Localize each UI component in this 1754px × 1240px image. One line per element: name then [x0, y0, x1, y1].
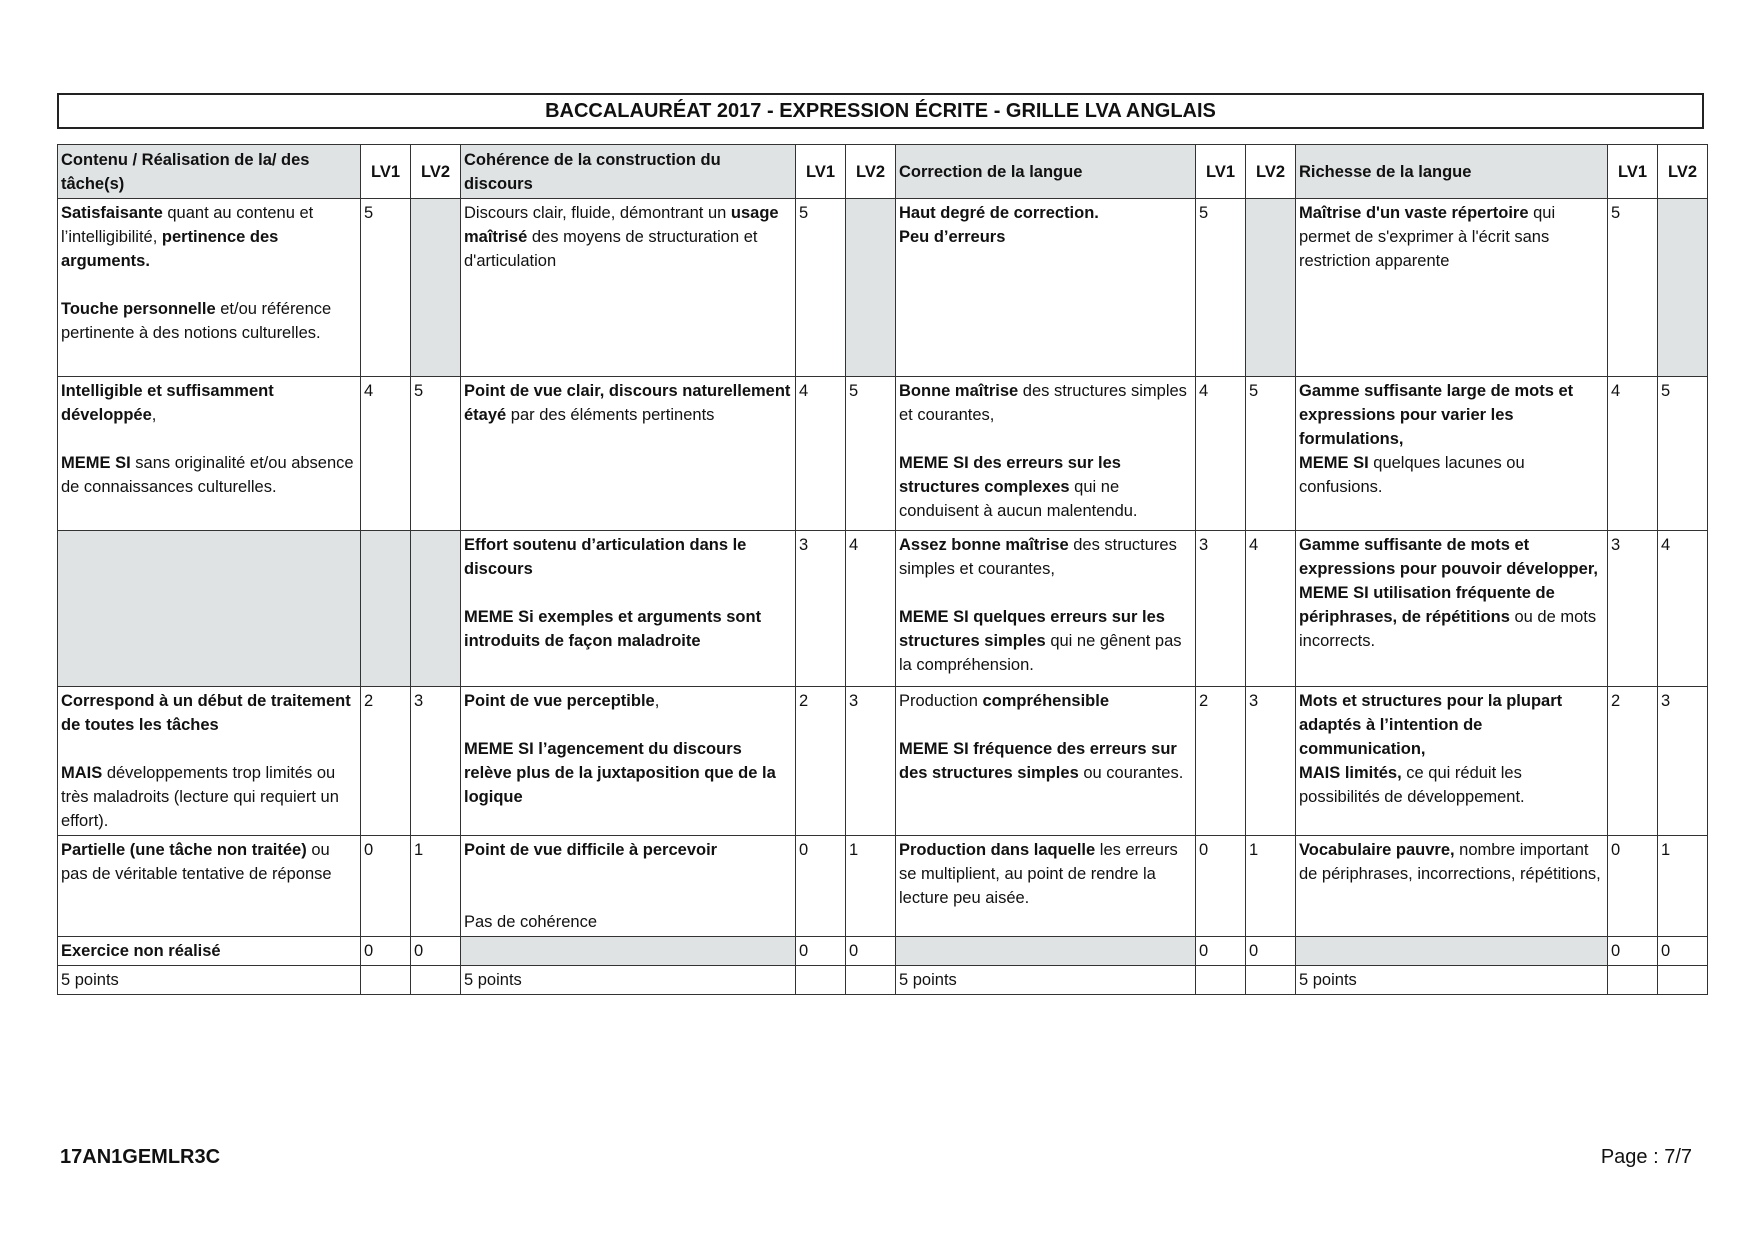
score-lv1: 5 [1608, 199, 1658, 377]
total-correction: 5 points [896, 966, 1196, 995]
score-lv1: 4 [1608, 377, 1658, 531]
score-lv2: 4 [1246, 531, 1296, 687]
total-coherence: 5 points [461, 966, 796, 995]
empty-cell [1296, 937, 1608, 966]
header-lv2: LV2 [411, 145, 461, 199]
table-row [58, 937, 1708, 966]
score-lv1: 4 [796, 377, 846, 531]
score-lv1: 0 [1196, 836, 1246, 937]
score-lv2 [1658, 199, 1708, 377]
score-lv2: 1 [1246, 836, 1296, 937]
score-lv2: 0 [846, 937, 896, 966]
empty-cell [796, 966, 846, 995]
criterion-cell: Vocabulaire pauvre, nombre important de périphrases, incorrections, répétitions, [1296, 836, 1608, 937]
score-lv2: 5 [846, 377, 896, 531]
criterion-cell: Bonne maîtrise des structures simples et courantes, MEME SI des erreurs sur les structures complexes qui ne conduisent à aucun malentendu. [896, 377, 1196, 531]
score-lv1: 0 [361, 836, 411, 937]
score-lv2: 3 [1658, 687, 1708, 836]
score-lv2: 3 [846, 687, 896, 836]
score-lv1: 2 [1608, 687, 1658, 836]
empty-cell [896, 937, 1196, 966]
header-lv1: LV1 [361, 145, 411, 199]
score-lv2: 0 [1246, 937, 1296, 966]
criterion-cell: Partielle (une tâche non traitée) ou pas de véritable tentative de réponse [58, 836, 361, 937]
score-lv1: 0 [361, 937, 411, 966]
criterion-cell: Production compréhensible MEME SI fréquence des erreurs sur des structures simples ou courantes. [896, 687, 1196, 836]
table-row [58, 836, 1708, 937]
score-lv2: 0 [1658, 937, 1708, 966]
table-row [58, 199, 1708, 377]
score-lv1: 0 [1608, 836, 1658, 937]
empty-cell [411, 531, 461, 687]
empty-cell [1246, 966, 1296, 995]
score-lv1: 4 [1196, 377, 1246, 531]
score-lv1: 2 [361, 687, 411, 836]
criterion-cell: Satisfaisante quant au contenu et l’intelligibilité, pertinence des arguments. Touche personnelle et/ou référence pertinente à des notions culturelles. [58, 199, 361, 377]
header-lv2: LV2 [846, 145, 896, 199]
criterion-cell: Point de vue perceptible, MEME SI l’agencement du discours relève plus de la juxtaposition que de la logique [461, 687, 796, 836]
score-lv1: 0 [796, 937, 846, 966]
totals-row [58, 966, 1708, 995]
empty-cell [1608, 966, 1658, 995]
header-lv1: LV1 [796, 145, 846, 199]
criterion-cell: Haut degré de correction. Peu d’erreurs [896, 199, 1196, 377]
score-lv1: 0 [796, 836, 846, 937]
header-correction: Correction de la langue [896, 145, 1196, 199]
score-lv2 [1246, 199, 1296, 377]
score-lv1: 4 [361, 377, 411, 531]
table-row [58, 531, 1708, 687]
empty-cell [1196, 966, 1246, 995]
score-lv2: 1 [411, 836, 461, 937]
page-title: BACCALAURÉAT 2017 - EXPRESSION ÉCRITE - GRILLE LVA ANGLAIS [57, 93, 1704, 129]
score-lv1: 5 [1196, 199, 1246, 377]
criterion-cell: Intelligible et suffisamment développée, MEME SI sans originalité et/ou absence de connaissances culturelles. [58, 377, 361, 531]
score-lv1: 0 [1196, 937, 1246, 966]
score-lv1: 2 [1196, 687, 1246, 836]
score-lv1: 3 [1196, 531, 1246, 687]
criterion-cell: Production dans laquelle les erreurs se multiplient, au point de rendre la lecture peu aisée. [896, 836, 1196, 937]
score-lv2: 5 [411, 377, 461, 531]
criterion-cell: Gamme suffisante de mots et expressions pour pouvoir développer, MEME SI utilisation fréquente de périphrases, de répétitions ou de mots incorrects. [1296, 531, 1608, 687]
score-lv1: 3 [1608, 531, 1658, 687]
score-lv1: 5 [361, 199, 411, 377]
score-lv2 [846, 199, 896, 377]
score-lv2: 1 [1658, 836, 1708, 937]
score-lv2: 1 [846, 836, 896, 937]
empty-cell [846, 966, 896, 995]
header-row [58, 145, 1708, 199]
score-lv1: 0 [1608, 937, 1658, 966]
empty-cell [411, 966, 461, 995]
grading-grid [57, 144, 1708, 995]
empty-cell [361, 531, 411, 687]
header-lv2: LV2 [1658, 145, 1708, 199]
criterion-cell: Gamme suffisante large de mots et expressions pour varier les formulations, MEME SI quelques lacunes ou confusions. [1296, 377, 1608, 531]
total-richesse: 5 points [1296, 966, 1608, 995]
score-lv1: 3 [796, 531, 846, 687]
table-row [58, 687, 1708, 836]
criterion-cell: Correspond à un début de traitement de toutes les tâches MAIS développements trop limités ou très maladroits (lecture qui requiert un effort). [58, 687, 361, 836]
header-coherence: Cohérence de la construction du discours [461, 145, 796, 199]
score-lv2: 4 [1658, 531, 1708, 687]
score-lv2: 4 [846, 531, 896, 687]
criterion-cell: Mots et structures pour la plupart adaptés à l’intention de communication, MAIS limités, ce qui réduit les possibilités de développement. [1296, 687, 1608, 836]
total-contenu: 5 points [58, 966, 361, 995]
header-lv1: LV1 [1196, 145, 1246, 199]
empty-cell [361, 966, 411, 995]
header-richesse: Richesse de la langue [1296, 145, 1608, 199]
header-lv1: LV1 [1608, 145, 1658, 199]
score-lv2: 0 [411, 937, 461, 966]
criterion-cell: Discours clair, fluide, démontrant un usage maîtrisé des moyens de structuration et d'articulation [461, 199, 796, 377]
criterion-cell: Maîtrise d'un vaste répertoire qui permet de s'exprimer à l'écrit sans restriction apparente [1296, 199, 1608, 377]
empty-cell [461, 937, 796, 966]
page-number: Page : 7/7 [1600, 1146, 1692, 1168]
header-contenu: Contenu / Réalisation de la/ des tâche(s) [58, 145, 361, 199]
score-lv2: 5 [1246, 377, 1296, 531]
score-lv2: 5 [1658, 377, 1708, 531]
criterion-cell: Effort soutenu d’articulation dans le discours MEME Si exemples et arguments sont introduits de façon maladroite [461, 531, 796, 687]
score-lv2: 3 [1246, 687, 1296, 836]
table-row [58, 377, 1708, 531]
criterion-cell: Assez bonne maîtrise des structures simples et courantes, MEME SI quelques erreurs sur les structures simples qui ne gênent pas la compréhension. [896, 531, 1196, 687]
score-lv1: 2 [796, 687, 846, 836]
criterion-cell: Exercice non réalisé [58, 937, 361, 966]
document-code: 17AN1GEMLR3C [60, 1146, 221, 1168]
criterion-cell: Point de vue difficile à percevoir Pas de cohérence [461, 836, 796, 937]
criterion-cell: Point de vue clair, discours naturellement étayé par des éléments pertinents [461, 377, 796, 531]
score-lv1: 5 [796, 199, 846, 377]
score-lv2: 3 [411, 687, 461, 836]
header-lv2: LV2 [1246, 145, 1296, 199]
score-lv2 [411, 199, 461, 377]
empty-cell [1658, 966, 1708, 995]
empty-cell [58, 531, 361, 687]
